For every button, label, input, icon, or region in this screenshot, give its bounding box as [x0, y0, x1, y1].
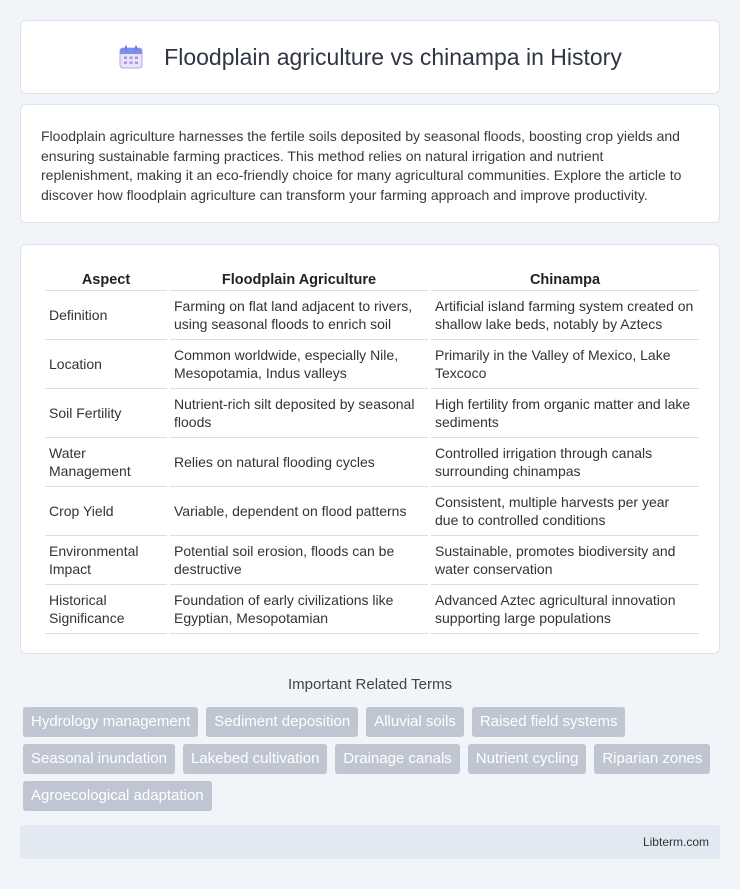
- row-floodplain: Relies on natural flooding cycles: [170, 438, 428, 487]
- table-header-row: [45, 267, 699, 291]
- row-floodplain: Farming on flat land adjacent to rivers, using seasonal floods to enrich soil: [170, 291, 428, 340]
- table-row: [45, 291, 699, 340]
- related-term-tag[interactable]: Raised field systems: [472, 707, 626, 737]
- calendar-icon: [118, 44, 144, 70]
- table-row: [45, 340, 699, 389]
- row-chinampa: Artificial island farming system created on shallow lake beds, notably by Aztecs: [431, 291, 699, 340]
- row-aspect: Crop Yield: [45, 487, 167, 536]
- row-aspect: Soil Fertility: [45, 389, 167, 438]
- page-title: Floodplain agriculture vs chinampa in History: [164, 43, 622, 70]
- comparison-table-card: [20, 244, 720, 654]
- table-row: [45, 536, 699, 585]
- row-chinampa: Controlled irrigation through canals surrounding chinampas: [431, 438, 699, 487]
- row-floodplain: Common worldwide, especially Nile, Mesopotamia, Indus valleys: [170, 340, 428, 389]
- related-term-tag[interactable]: Sediment deposition: [206, 707, 358, 737]
- row-aspect: Environmental Impact: [45, 536, 167, 585]
- table-row: [45, 585, 699, 634]
- related-term-tag[interactable]: Lakebed cultivation: [183, 744, 327, 774]
- header-card: [20, 20, 720, 94]
- footer-site-link[interactable]: Libterm.com: [642, 835, 709, 849]
- related-term-tag[interactable]: Alluvial soils: [366, 707, 464, 737]
- row-aspect: Location: [45, 340, 167, 389]
- row-aspect: Definition: [45, 291, 167, 340]
- header-aspect: Aspect: [45, 267, 167, 291]
- related-terms-list: [23, 707, 723, 811]
- comparison-table: [42, 267, 702, 634]
- intro-text: Floodplain agriculture harnesses the fertile soils deposited by seasonal floods, boosting crop yields and ensuring sustainable farming practices. This method relies on natural irrigation and nutrient replenishment, making it an eco-friendly choice for many agricultural communities. Explore the article to discover how floodplain agriculture can transform your farming approach and improve productivity.: [41, 128, 682, 203]
- related-term-tag[interactable]: Nutrient cycling: [468, 744, 587, 774]
- related-term-tag[interactable]: Agroecological adaptation: [23, 781, 212, 811]
- header-chinampa: Chinampa: [431, 267, 699, 291]
- row-floodplain: Nutrient-rich silt deposited by seasonal floods: [170, 389, 428, 438]
- row-aspect: Historical Significance: [45, 585, 167, 634]
- table-row: [45, 487, 699, 536]
- related-term-tag[interactable]: Hydrology management: [23, 707, 198, 737]
- row-floodplain: Potential soil erosion, floods can be destructive: [170, 536, 428, 585]
- row-floodplain: Foundation of early civilizations like Egyptian, Mesopotamian: [170, 585, 428, 634]
- row-chinampa: Consistent, multiple harvests per year due to controlled conditions: [431, 487, 699, 536]
- related-term-tag[interactable]: Riparian zones: [594, 744, 710, 774]
- header-floodplain: Floodplain Agriculture: [170, 267, 428, 291]
- table-row: [45, 438, 699, 487]
- table-row: [45, 389, 699, 438]
- row-chinampa: Sustainable, promotes biodiversity and water conservation: [431, 536, 699, 585]
- row-floodplain: Variable, dependent on flood patterns: [170, 487, 428, 536]
- related-terms-title: Important Related Terms: [288, 676, 452, 693]
- footer: [20, 825, 720, 859]
- row-chinampa: Primarily in the Valley of Mexico, Lake Texcoco: [431, 340, 699, 389]
- related-term-tag[interactable]: Seasonal inundation: [23, 744, 175, 774]
- related-term-tag[interactable]: Drainage canals: [335, 744, 459, 774]
- row-chinampa: High fertility from organic matter and lake sediments: [431, 389, 699, 438]
- row-chinampa: Advanced Aztec agricultural innovation supporting large populations: [431, 585, 699, 634]
- intro-card: [20, 104, 720, 223]
- row-aspect: Water Management: [45, 438, 167, 487]
